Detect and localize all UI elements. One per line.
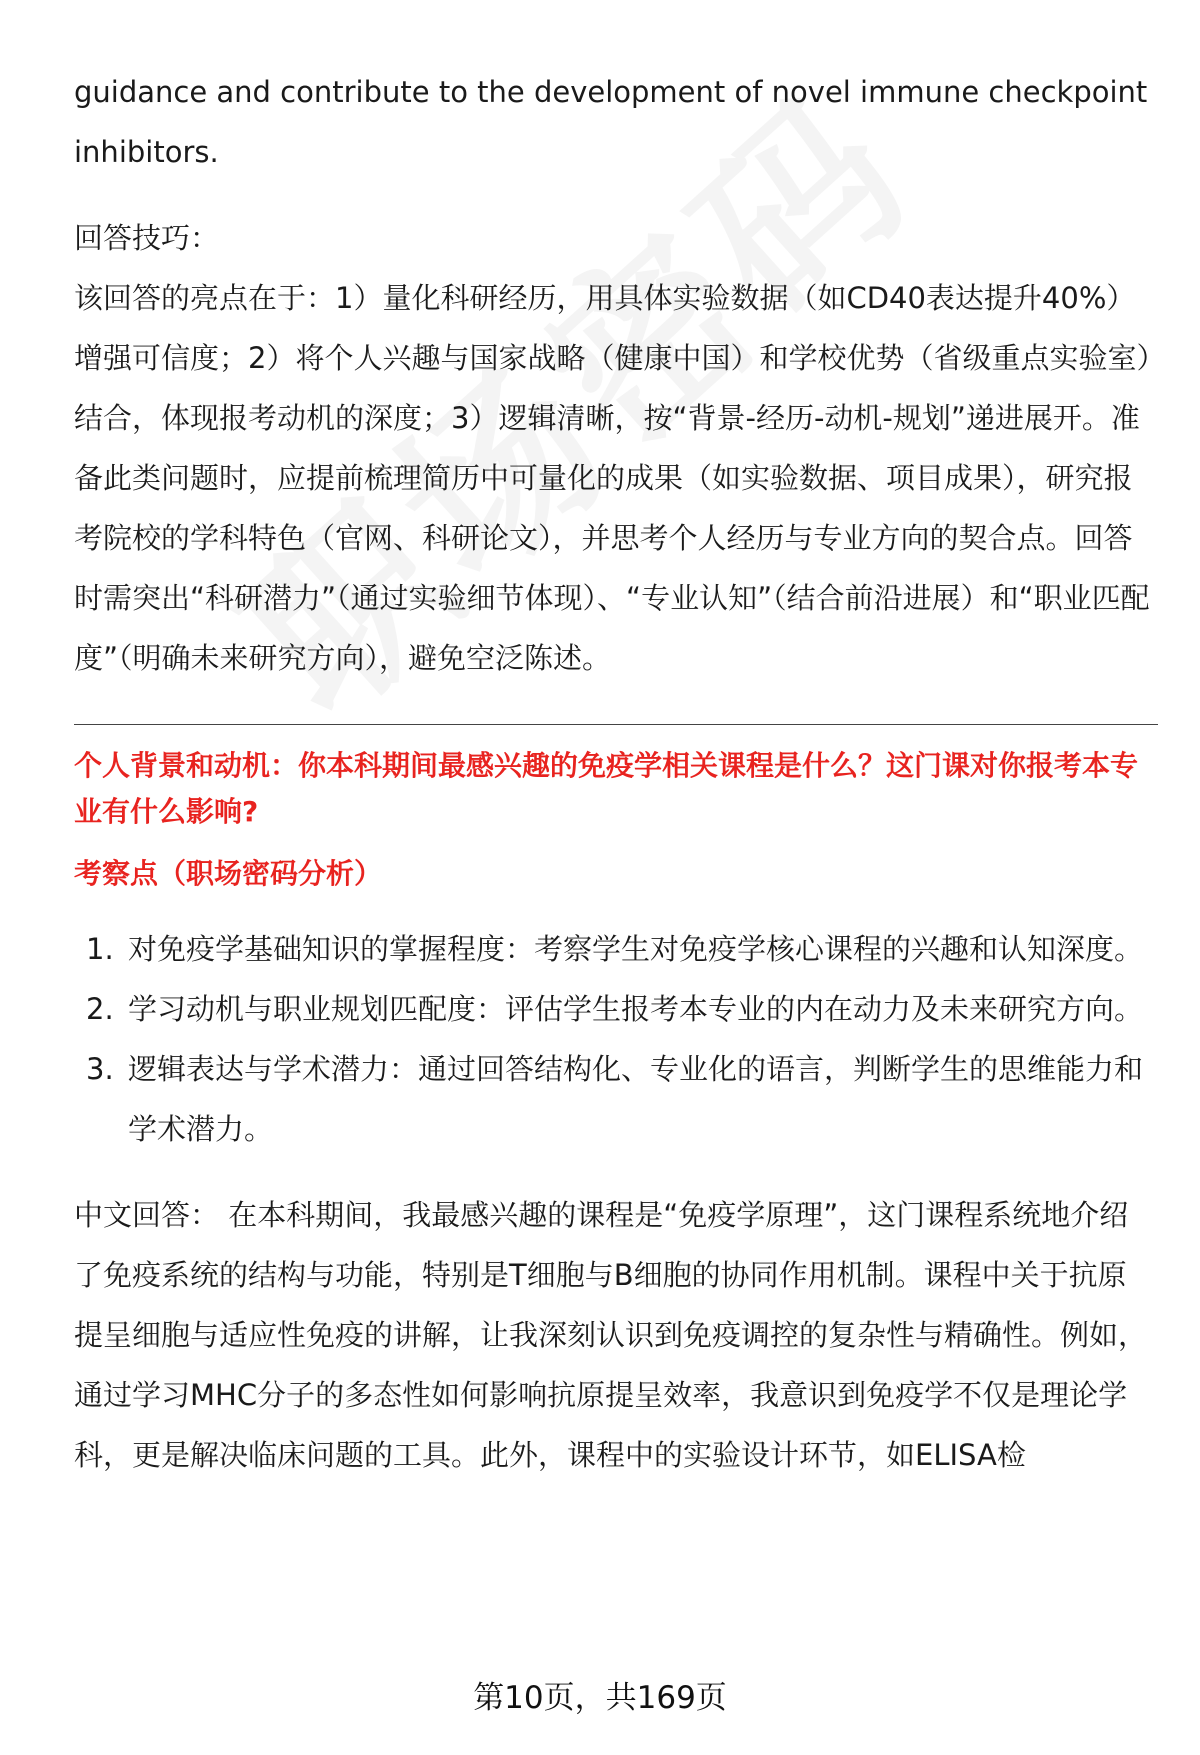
list-item [74,1039,1154,1159]
list-item-number: 2. [86,992,114,1026]
section-divider [74,724,1158,725]
list-item [74,919,1154,979]
points-heading: 考察点（职场密码分析） [74,857,383,890]
tips-body: 该回答的亮点在于：1）量化科研经历，用具体实验数据（如CD40表达提升40%）增强可信度；2）将个人兴趣与国家战略（健康中国）和学校优势（省级重点实验室）结合，体现报考动机的深度；3）逻辑清晰，按“背景-经历-动机-规划”递进展开。准备此类问题时，应提前梳理简历中可量化的成果（如实验数据、项目成果），研究报考院校的学科特色（官网、科研论文），并思考个人经历与专业方向的契合点。回答时需突出“科研潜力”（通过实验细节体现）、“专业认知”（结合前沿进展）和“职业匹配度”（明确未来研究方向），避免空泛陈述。 [74,281,1151,675]
list-item-number: 1. [86,932,114,966]
intro-paragraph-tail: guidance and contribute to the development of novel immune checkpoint inhibitors. [74,75,1148,169]
list-item [74,979,1154,1039]
tips-label: 回答技巧： [74,221,220,255]
question-heading: 个人背景和动机：你本科期间最感兴趣的免疫学相关课程是什么？这门课对你报考本专业有什么影响? [74,749,1139,828]
list-item-number: 3. [86,1052,114,1086]
assessment-points-list [74,919,1154,1159]
document-page [74,62,1154,1485]
list-item-text: 对免疫学基础知识的掌握程度：考察学生对免疫学核心课程的兴趣和认知深度。 [128,932,1144,966]
list-item-text: 学习动机与职业规划匹配度：评估学生报考本专业的内在动力及未来研究方向。 [128,992,1144,1026]
page-number-footer: 第10页，共169页 [473,1680,727,1716]
list-item-text: 逻辑表达与学术潜力：通过回答结构化、专业化的语言，判断学生的思维能力和学术潜力。 [128,1052,1144,1146]
answer-paragraph: 中文回答： 在本科期间，我最感兴趣的课程是“免疫学原理”，这门课程系统地介绍了免疫系统的结构与功能，特别是T细胞与B细胞的协同作用机制。课程中关于抗原提呈细胞与适应性免疫的讲解，让我深刻认识到免疫调控的复杂性与精确性。例如，通过学习MHC分子的多态性如何影响抗原提呈效率，我意识到免疫学不仅是理论学科，更是解决临床问题的工具。此外，课程中的实验设计环节，如ELISA检 [74,1198,1148,1472]
